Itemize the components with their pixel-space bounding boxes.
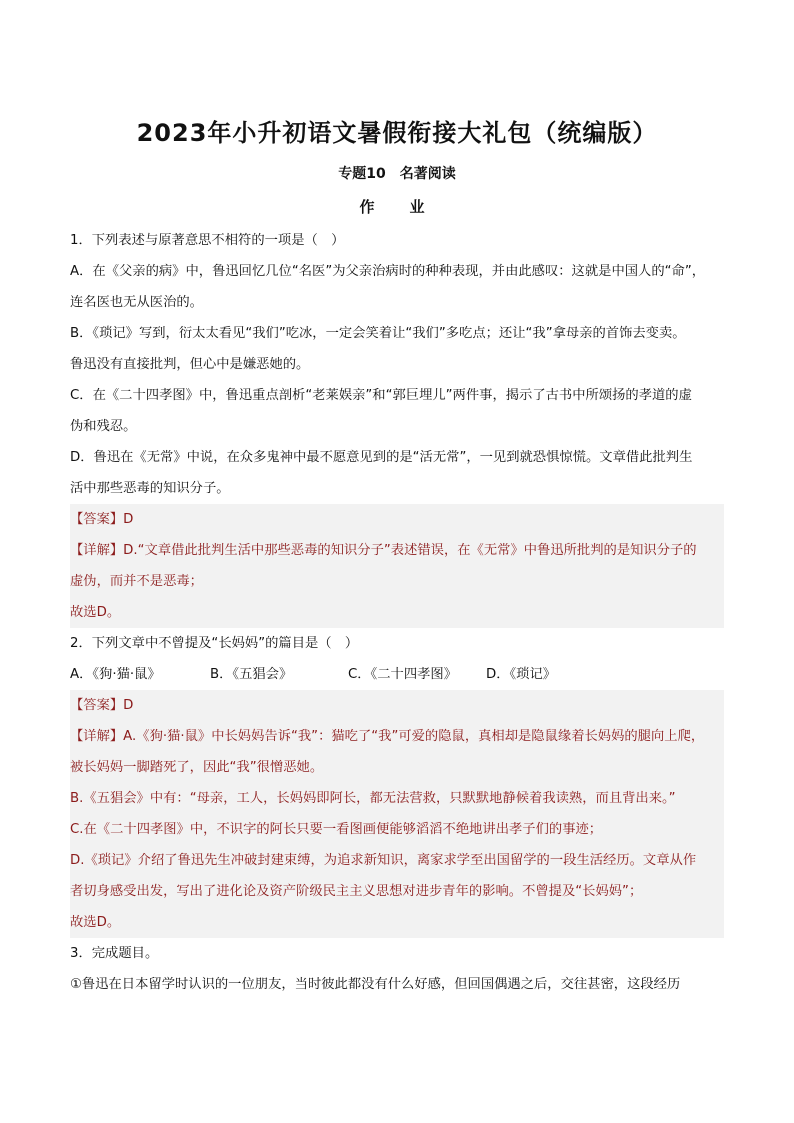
q2-detail-line6: 者切身感受出发，写出了进化论及资产阶级民主主义思想对进步青年的影响。不曾提及“长妈妈”；	[70, 884, 643, 899]
q3-passage-line1: ①鲁迅在日本留学时认识的一位朋友，当时彼此都没有什么好感，但回国偶遇之后，交往甚密，这段经历	[70, 977, 681, 992]
q1-conclusion: 故选D。	[70, 605, 121, 620]
q2-option-a: A．《狗·猫·鼠》	[70, 667, 161, 682]
q1-detail-line1: 【详解】D.“文章借此批判生活中那些恶毒的知识分子”表述错误，在《无常》中鲁迅所批判的是知识分子的	[70, 543, 697, 558]
q1-option-d-line2: 活中那些恶毒的知识分子。	[70, 481, 230, 496]
q3-stem: 3．完成题目。	[70, 946, 159, 961]
q1-answer-block	[70, 504, 724, 628]
q1-stem: 1．下列表述与原著意思不相符的一项是（ ）	[70, 233, 345, 248]
topic-subtitle: 专题10 名著阅读	[338, 166, 456, 182]
section-heading: 作 业	[359, 198, 435, 216]
q2-detail-line1: 【详解】A.《狗·猫·鼠》中长妈妈告诉“我”：猫吃了“我”可爱的隐鼠，真相却是隐鼠缘着长妈妈的腿向上爬，	[70, 729, 705, 744]
q2-detail-line3: B.《五猖会》中有：“母亲，工人，长妈妈即阿长，都无法营救，只默默地静候着我读熟，而且背出来。”	[70, 791, 676, 806]
q2-option-d: D．《琐记》	[486, 667, 557, 682]
q2-answer-block	[70, 690, 724, 938]
q1-option-a-line2: 连名医也无从医治的。	[70, 295, 203, 310]
q2-detail-line2: 被长妈妈一脚踏死了，因此“我”很憎恶她。	[70, 760, 324, 775]
q1-option-c-line1: C．在《二十四孝图》中，鲁迅重点剖析“老莱娱亲”和“郭巨埋儿”两件事，揭示了古书中所颂扬的孝道的虚	[70, 388, 692, 403]
q2-options	[70, 659, 724, 690]
q1-option-b-line1: B．《琐记》写到，衍太太看见“我们”吃冰，一定会笑着让“我们”多吃点；还让“我”拿母亲的首饰去变卖。	[70, 326, 686, 341]
q2-stem: 2．下列文章中不曾提及“长妈妈”的篇目是（ ）	[70, 636, 359, 651]
q1-option-c-line2: 伪和残忍。	[70, 419, 137, 434]
q1-option-a-line1: A．在《父亲的病》中，鲁迅回忆几位“名医”为父亲治病时的种种表现，并由此感叹：这就是中国人的“命”，	[70, 264, 706, 279]
page-title: 2023年小升初语文暑假衔接大礼包（统编版）	[136, 119, 658, 147]
q2-detail-line5: D.《琐记》介绍了鲁迅先生冲破封建束缚，为追求新知识，离家求学至出国留学的一段生活经历。文章从作	[70, 853, 697, 868]
q2-option-b: B．《五猖会》	[210, 667, 293, 682]
q1-option-d-line1: D．鲁迅在《无常》中说，在众多鬼神中最不愿意见到的是“活无常”，一见到就恐惧惊慌。文章借此批判生	[70, 450, 693, 465]
q1-detail-line2: 虚伪，而并不是恶毒；	[70, 574, 203, 589]
q2-answer: 【答案】D	[70, 698, 134, 713]
q1-answer: 【答案】D	[70, 512, 134, 527]
q1-option-b-line2: 鲁迅没有直接批判，但心中是嫌恶她的。	[70, 357, 310, 372]
content-body	[70, 225, 724, 1000]
q2-detail-line4: C.在《二十四孝图》中，不识字的阿长只要一看图画便能够滔滔不绝地讲出孝子们的事迹；	[70, 822, 603, 837]
q2-option-c: C．《二十四孝图》	[348, 667, 458, 682]
q2-conclusion: 故选D。	[70, 915, 121, 930]
